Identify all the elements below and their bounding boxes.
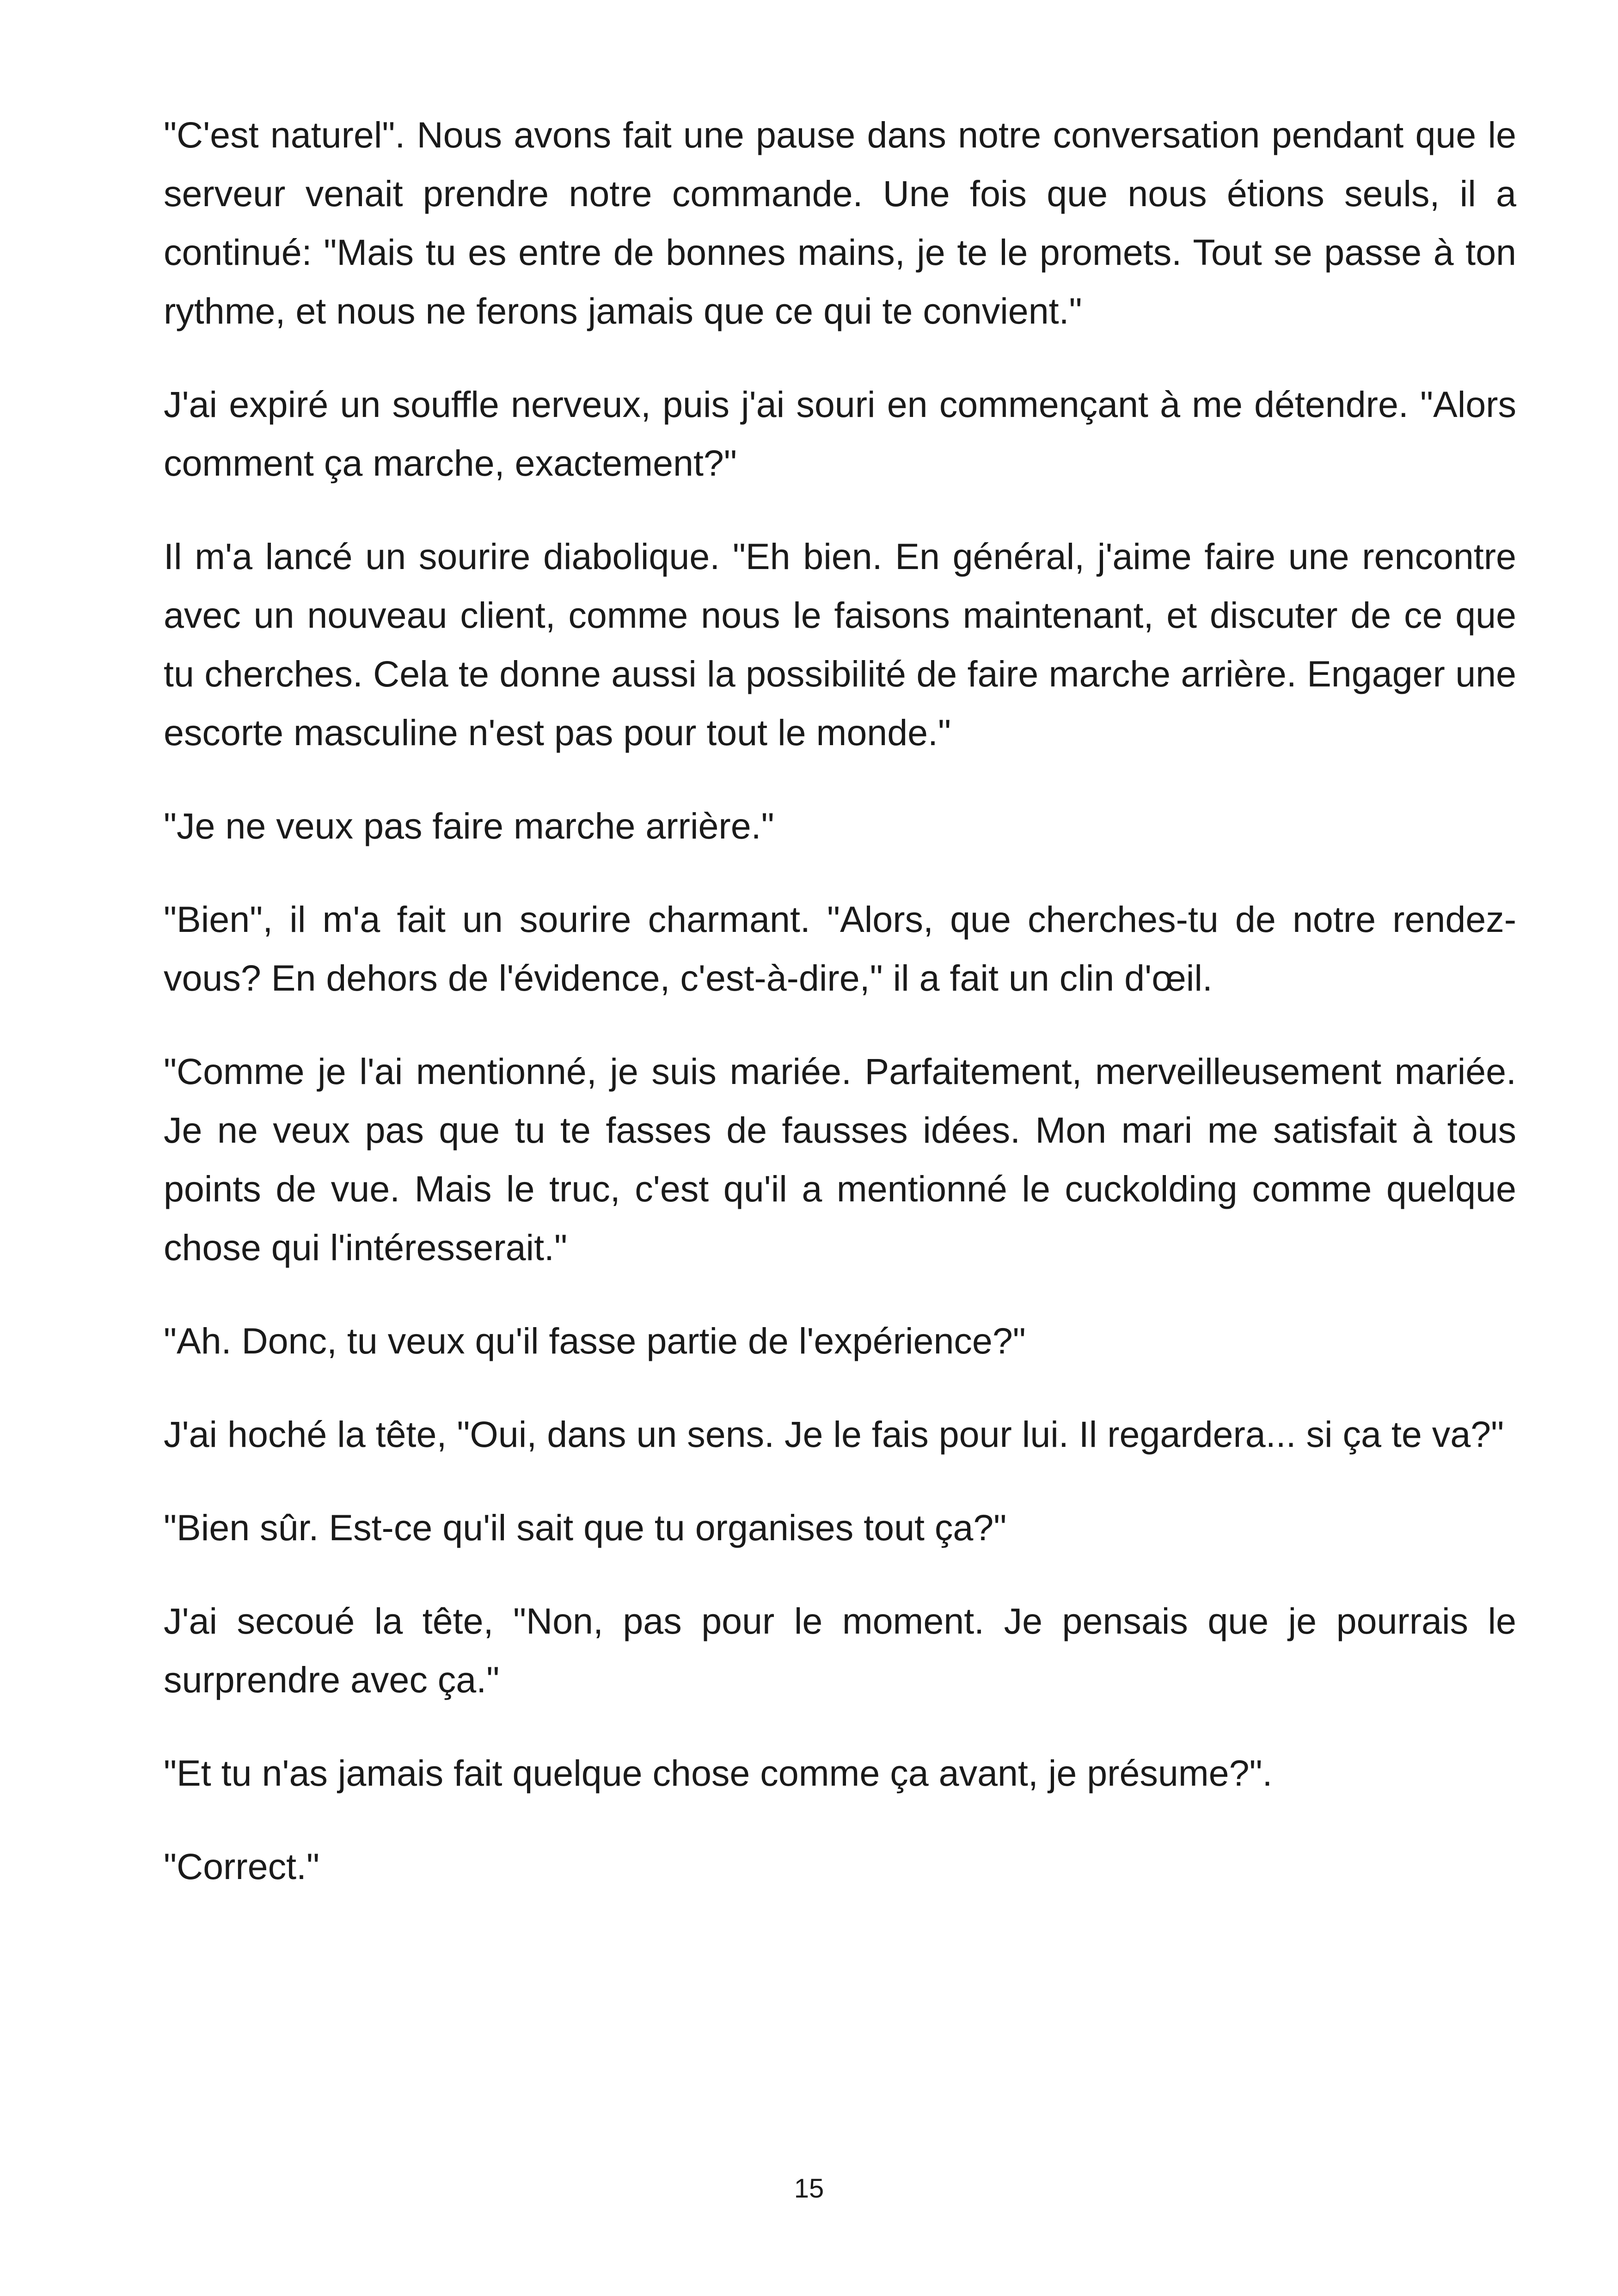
paragraph-8: J'ai hoché la tête, "Oui, dans un sens. Je le fais pour lui. Il regardera... si ça te va?" [164,1414,1504,1455]
paragraph-10: J'ai secoué la tête, "Non, pas pour le moment. Je pensais que je pourrais le surprendre avec ça." [164,1600,1516,1700]
paragraph-12: "Correct." [164,1846,320,1887]
paragraph-11: "Et tu n'as jamais fait quelque chose comme ça avant, je présume?". [164,1752,1273,1794]
paragraph-5: "Bien", il m'a fait un sourire charmant. "Alors, que cherches-tu de notre rendez-vous? En dehors de l'évidence, c'est-à-dire," il a fait un clin d'œil. [164,899,1516,998]
paragraph-6: "Comme je l'ai mentionné, je suis mariée. Parfaitement, merveilleusement mariée. Je ne veux pas que tu te fasses de fausses idées. Mon mari me satisfait à tous points de vue. Mais le truc, c'est qu'il a mentionné le cuckolding comme quelque chose qui l'intéresserait." [164,1051,1516,1268]
paragraph-3: Il m'a lancé un sourire diabolique. "Eh bien. En général, j'aime faire une rencontre avec un nouveau client, comme nous le faisons maintenant, et discuter de ce que tu cherches. Cela te donne aussi la possibilité de faire marche arrière. Engager une escorte masculine n'est pas pour tout le monde." [164,536,1516,753]
paragraph-9: "Bien sûr. Est-ce qu'il sait que tu organises tout ça?" [164,1507,1007,1548]
paragraph-2: J'ai expiré un souffle nerveux, puis j'ai souri en commençant à me détendre. "Alors comment ça marche, exactement?" [164,384,1516,484]
paragraph-4: "Je ne veux pas faire marche arrière." [164,805,774,846]
document-page [164,105,1516,2139]
paragraph-7: "Ah. Donc, tu veux qu'il fasse partie de l'expérience?" [164,1320,1026,1361]
page-number: 15 [794,2174,824,2204]
paragraph-1: "C'est naturel". Nous avons fait une pause dans notre conversation pendant que le serveur venait prendre notre commande. Une fois que nous étions seuls, il a continué: "Mais tu es entre de bonnes mains, je te le promets. Tout se passe à ton rythme, et nous ne ferons jamais que ce qui te convient." [164,114,1516,331]
